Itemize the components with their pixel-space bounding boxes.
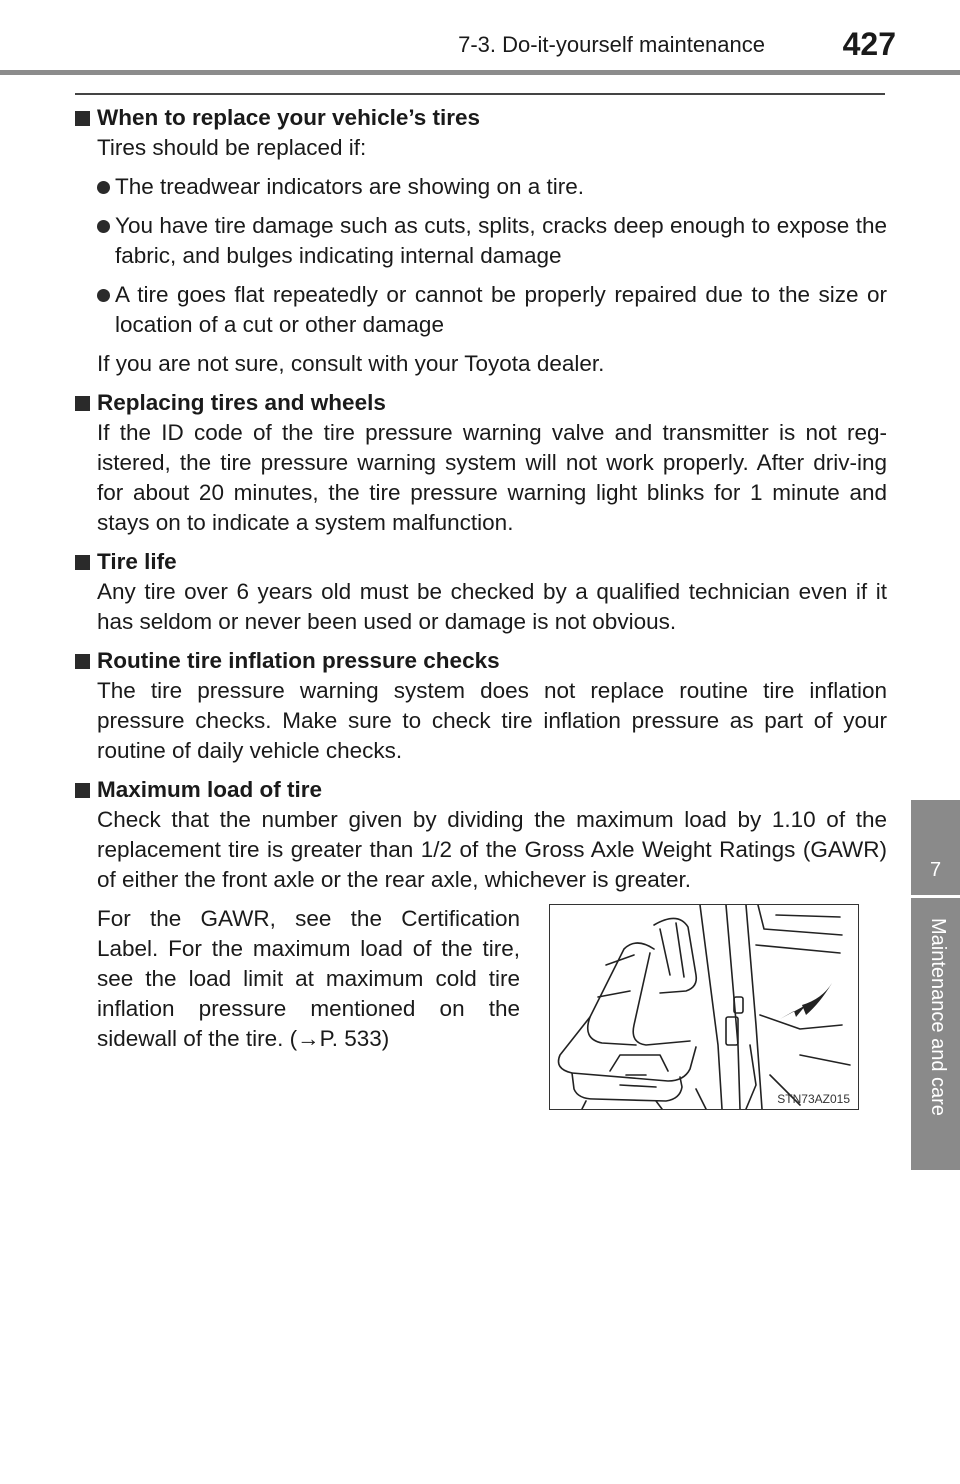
square-bullet-icon bbox=[75, 555, 90, 570]
page-number: 427 bbox=[842, 26, 896, 62]
certification-label-illustration bbox=[549, 904, 859, 1110]
paragraph: If the ID code of the tire pressure warning valve and transmitter is not reg-istered, the tire pressure warning system will not work properly. After driv-ing for about 20 minutes, the tire pressure warning light blinks for 1 minute and stays on to indicate a system malfunction. bbox=[97, 420, 887, 535]
text-with-figure bbox=[75, 904, 887, 1114]
heading-text: Routine tire inflation pressure checks bbox=[97, 648, 500, 673]
section-tire-life bbox=[75, 547, 887, 637]
square-bullet-icon bbox=[75, 396, 90, 411]
running-header-title: 7-3. Do-it-yourself maintenance bbox=[458, 32, 765, 57]
header-divider bbox=[0, 70, 960, 75]
chapter-title: Maintenance and care bbox=[927, 918, 949, 1116]
content-top-rule bbox=[75, 93, 885, 95]
section-maximum-load bbox=[75, 775, 887, 1114]
heading-text: When to replace your vehicle’s tires bbox=[97, 105, 481, 130]
heading-text: Replacing tires and wheels bbox=[97, 390, 386, 415]
section-replacing-tires-wheels bbox=[75, 388, 887, 538]
paragraph: Tires should be replaced if: bbox=[97, 135, 367, 160]
square-bullet-icon bbox=[75, 783, 90, 798]
page-content bbox=[75, 103, 887, 1123]
paragraph: For the GAWR, see the Certification Label. For the maximum load of the tire, see the load limit at maximum cold tire inflation pressure mentioned on the sidewall of the tire. (→P. 533) bbox=[97, 906, 520, 1051]
section-routine-pressure-checks bbox=[75, 646, 887, 766]
list-item bbox=[75, 172, 887, 202]
side-tab-divider bbox=[911, 895, 960, 898]
section-heading bbox=[75, 775, 887, 805]
section-when-to-replace bbox=[75, 103, 887, 379]
list-item bbox=[75, 211, 887, 271]
list-item-text: You have tire damage such as cuts, splits, cracks deep enough to expose the fabric, and bulges indicating internal damage bbox=[115, 213, 887, 268]
list-item-text: The treadwear indicators are showing on a tire. bbox=[115, 174, 584, 199]
square-bullet-icon bbox=[75, 654, 90, 669]
square-bullet-icon bbox=[75, 111, 90, 126]
round-bullet-icon bbox=[97, 181, 110, 194]
heading-text: Tire life bbox=[97, 549, 177, 574]
paragraph: Check that the number given by dividing the maximum load by 1.10 of the replacement tire is greater than 1/2 of the Gross Axle Weight Ratings (GAWR) of either the front axle or the rear axle, whichever is greater. bbox=[97, 807, 887, 892]
figure-code: STN73AZ015 bbox=[777, 1092, 850, 1106]
list-item bbox=[75, 280, 887, 340]
heading-text: Maximum load of tire bbox=[97, 777, 323, 802]
list-item-text: A tire goes flat repeatedly or cannot be properly repaired due to the size or location of a cut or other damage bbox=[115, 282, 887, 337]
round-bullet-icon bbox=[97, 220, 110, 233]
paragraph: The tire pressure warning system does not replace routine tire inflation pressure checks. Make sure to check tire inflation pressure as part of your routine of daily vehicle checks. bbox=[97, 678, 887, 763]
seat-door-pillar-drawing bbox=[550, 905, 858, 1109]
paragraph: Any tire over 6 years old must be checked by a qualified technician even if it has seldom or never been used or damage is not obvious. bbox=[97, 579, 887, 634]
section-heading bbox=[75, 388, 887, 418]
section-heading bbox=[75, 103, 887, 133]
paragraph: If you are not sure, consult with your Toyota dealer. bbox=[97, 351, 605, 376]
round-bullet-icon bbox=[97, 289, 110, 302]
section-heading bbox=[75, 547, 887, 577]
section-heading bbox=[75, 646, 887, 676]
chapter-number: 7 bbox=[929, 859, 942, 881]
